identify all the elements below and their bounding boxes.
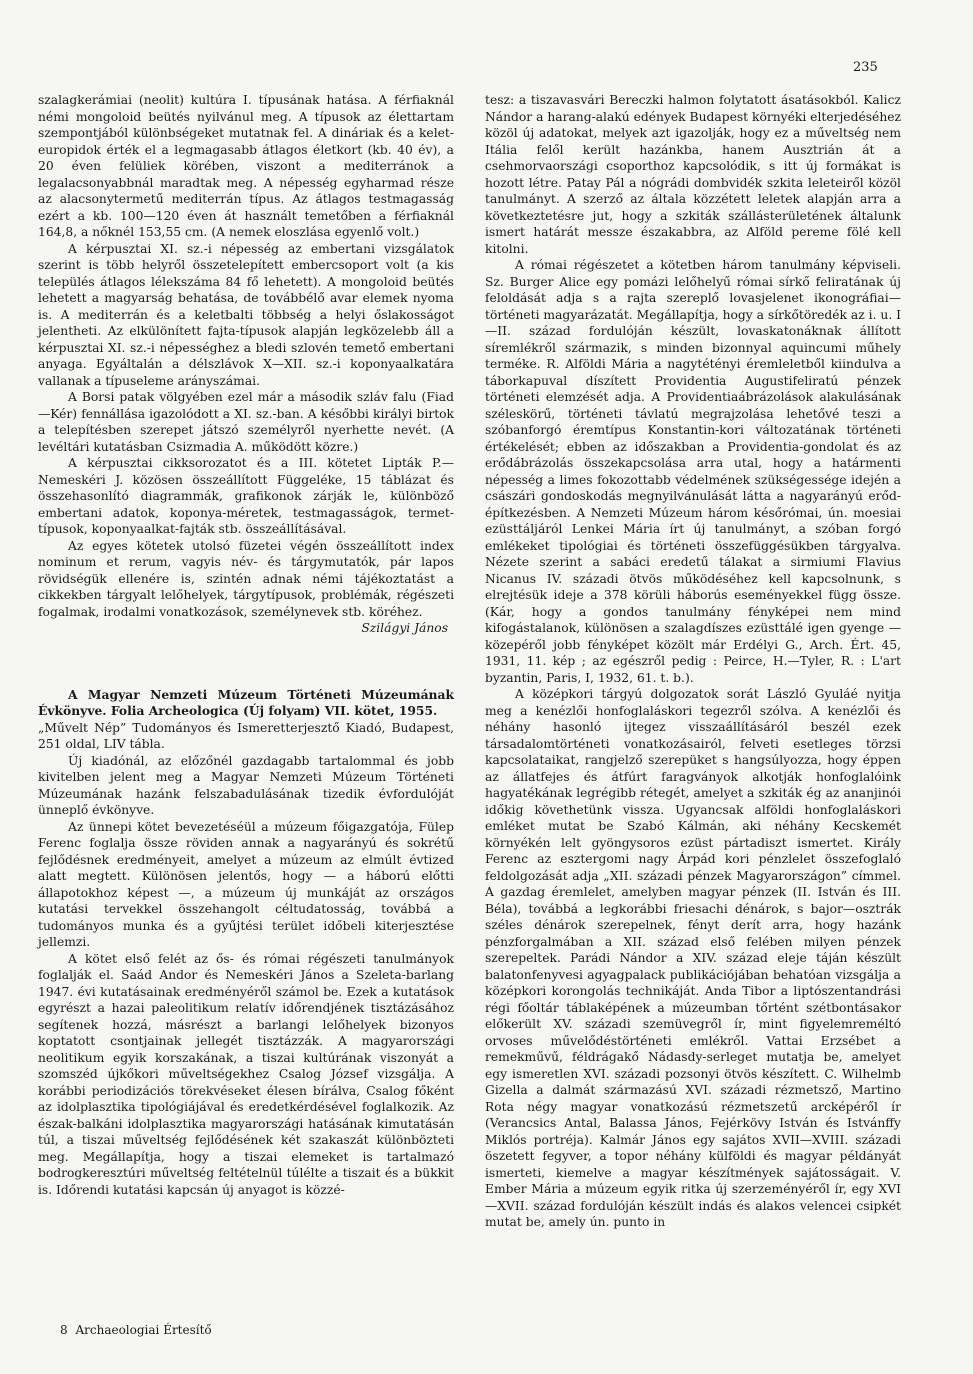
reviewer-signature: Szilágyi János (361, 621, 448, 635)
paragraph: A kötet első felét az ős- és római régészeti tanulmányok foglalják el. Saád Andor és Nemeskéri János a Szeleta-barlang 1947. évi kutatásainak eredményéről számol be. Ezek a kutatások egyrészt a hazai paleolitikum relatív időrendjének tisztázásához segítenek hozzá, másrészt a barlangi lelőhelyek bizonyos koptatott csontjainak jellegét tisztázzák. A magyarországi neolitikum egyik korszakának, a tiszai kultúrának viszonyát a szomszéd újkőkori műveltségekhez Csalog József vizsgálja. A korábbi periodizációs törekvéseket élesen bírálva, Csalog főként az idolplasztika tipológiájával és eredetkérdésével foglalkozik. Az észak-balkáni idolplasztika magyarországi hatásának kimutatásán túl, a tiszai műveltség fejlődésének két szakaszát különbözteti meg. Megállapítja, hogy a tiszai elemeket is tartalmazó bodrogkeresztúri műveltség feltételnül túlélte a tiszait és a bükkit is. Időrendi kutatási kapcsán új anyagot is közzé- (38, 951, 454, 1197)
sheet-number: 8 (60, 1323, 68, 1337)
journal-name: Archaeologiai Értesítő (75, 1323, 212, 1337)
paragraph: tesz: a tiszavasvári Bereczki halmon folytatott ásatásokból. Kalicz Nándor a harang-alakú edények Budapest környéki elterjedéséhez közöl új adatokat, melyek azt igazolják, hogy ez a műveltség nem Itália felől került hazánkba, hanem Ausztrián át a csehmorvaországi csoporthoz kapcsolódik, s itt új formákat is hozott létre. Patay Pál a nógrádi dombvidék szkita leleteiről közöl tanulmányt. A szerző az általa közzétett leletek alapján arra a következtetésre jut, hogy a szkiták szállásterületének általunk ismert határát messze északabbra, az Alföld pereme fölé kell kitolni. (485, 93, 901, 256)
review-heading: A Magyar Nemzeti Múzeum Történeti Múzeumának Évkönyve. Folia Archeologica (Új folyam) VII. kötet, 1955. (38, 686, 454, 718)
paragraph: A római régészetet a kötetben három tanulmány képviseli. Sz. Burger Alice egy pomázi lelőhelyű római sírkő feliratának új feloldását adja s a rajta szereplő lovasjelenet ikonográfiai—történeti magyarázatát. Megállapítja, hogy a sírkőtöredék az i. u. I—II. század fordulóján készült, lovaskatonáknak állított síremlékről származik, s minden bizonnyal aquincumi műhely terméke. R. Alföldi Mária a nagytétényi éremleletből kiindulva a táborkapuval díszített Providentia Augustifeliratú pénzek történeti elemzését adja. A Providentiaábrázolások alakulásának széleskörű, történeti távlatú megrajzolása lehetővé teszi a szóbanforgó éremtípus Konstantin-kori változatának történeti értékelését; ebben az időszakban a Providentia-gondolat és az erődábrázolás összekapcsolása arra utal, hogy a határmenti népesség a limes fokozottabb védelmének szükségessége idején a császári gondoskodás megnyilvánulását látta a nagyarányú erőd-építkezésben. A Nemzeti Múzeum három későrómai, ún. moesiai ezüsttáljáról Lenkei Mária írt új tanulmányt, a szóban forgó emlékeket tipológiai és történeti összefüggésükben tárgyalva. Nézete szerint a sabáci eredetű tálakat a sirmiumi Flavius Nicanus IV. századi ötvös működéséhez kell kapcsolnunk, s elrejtésük ideje a 378 körüli háborús eseményekkel függ össze. (Kár, hogy a gondos tanulmány fényképei nem mind kifogástalanok, különösen a szalagdíszes ezüsttálé igen gyenge — közepéről jobb fényképet közölt már Erdélyi G., Arch. Ért. 45, 1931, 11. kép ; az egészről pedig : Peirce, H.—Tyler, R. : L'art byzantin, Paris, I, 1932, 61. t. b.). (485, 258, 901, 685)
left-column (38, 92, 454, 1198)
paragraph: A Borsi patak völgyében ezel már a második szláv falu (Fiad—Kér) fennállása igazolódott a XI. sz.-ban. A későbbi királyi birtok a telepítésben szerepet játszó személyről nyerhette nevét. (A levéltári kutatásban Csizmadia A. működött közre.) (38, 390, 454, 454)
paragraph: Az egyes kötetek utolsó füzetei végén összeállított index nominum et rerum, vagyis név- és tárgymutatók, pár lapos rövidségük ellenére is, szintén adnak némi tájékoztatást a cikkekben tárgyalt lelőhelyek, tárgytípusok, problémák, régészeti fogalmak, irodalmi vonatkozások, személynevek stb. köréhez. (38, 538, 454, 619)
paragraph: szalagkerámiai (neolit) kultúra I. típusának hatása. A férfiaknál némi mongoloid beütés nyilvánul meg. A típusok az élettartam szempontjából különbségeket mutatnak fel. A dináriak és a kelet-europidok érték el a legmagasabb átlagos életkort (kb. 40 év), a 20 éven felüliek körében, viszont a mediterránok a legalacsonyabbnál maradtak meg. A népesség egyharmad része az alacsonytermetű mediterrán típus. Az átlagos testmagasság ezért a kb. 100—120 éven át használt temetőben a férfiaknál 164,8, a nőknél 153,55 cm. (A nemek eloszlása egyenlő volt.) (38, 93, 454, 239)
paragraph: A kérpusztai cikksorozatot és a III. kötetet Lipták P.—Nemeskéri J. közösen összeállított Függeléke, 15 táblázat és összehasonlító diagrammák, grafikonok zárják le, különböző embertani adatok, koponya-méretek, testmagasságok, termet-típusok, koponyaalkat-fajták stb. összeállításával. (38, 456, 454, 536)
page-footer (60, 1323, 216, 1337)
page-number: 235 (853, 60, 878, 75)
paragraph: Új kiadónál, az előzőnél gazdagabb tartalommal és jobb kivitelben jelent meg a Magyar Nemzeti Múzeum Történeti Múzeumának hazánk felszabadulásának tizedik évfordulóját ünneplő évkönyve. (38, 753, 454, 817)
paragraph: A középkori tárgyú dolgozatok sorát László Gyuláé nyitja meg a kenézlői honfoglaláskori tegezről szólva. A kenézlői és néhány hasonló ijtegez visszaállításáról beszél ezek társadalomtörténeti vonatkozásairól, felveti esetleges törzsi kapcsolataikat, rangjelző szerepüket s hangsúlyozza, hogy éppen az állatfejes és átfúrt faragványok alkotják honfoglalóink hagyatékának legrégibb rétegét, amelyet a szkiták ég az ananjinói időkig követhetünk vissza. Ugyancsak alföldi honfoglaláskori emléket mutat be Szabó Kálmán, aki néhány Kecskemét környékén lelt gyöngysoros ezüst pártadiszt ismertet. Király Ferenc az esztergomi nagy Árpád kori pénzlelet összefoglaló feldolgozását adja „XII. századi pénzek Magyarországon” címmel. A gazdag éremlelet, amelyben magyar pénzek (II. István és III. Béla), továbbá a legkorábbi friesachi dénárok, s bajor—osztrák széles dénárok szerepelnek, fényt derít arra, hogy hazánk pénzforgalmában a XII. század első felében milyen pénzek szerepeltek. Parádi Nándor a XIV. század eleje táján készült balatonfenyvesi agyagpalack publikációjában behatóan vizsgálja a középkori korongolás technikáját. Anda Tibor a liptószentandrási régi főoltár táblaképének a múzeumban tőrtént szétbontásakor előkerült XV. századi szemüvegről ír, mint figyelemreméltó orvoses művelődéstörténeti emlékről. Vattai Erzsébet a remekművű, féldrágakő Nádasdy-serleget mutatja be, amelyet egy ismeretlen XVI. századi pozsonyi ötvös készített. C. Wilhelmb Gizella a dalmát származású XVI. századi rézmetsző, Martino Rota négy magyar vonatkozású rézmetszetű arcképéről ír (Verancsics Antal, Balassa János, Fejérkövy István és Istvánffy Miklós portréja). Kalmár János egy sajátos XVII—XVIII. századi öszetett fegyver, a topor néhány külföldi és magyar példányát ismerteti, kiemelve a magyar készítmények sajátosságait. V. Ember Mária a múzeum egyik ritka új szerzeményéről ír, egy XVI—XVII. század fordulóján készült indás és alakos velencei csipkét mutat be, amely ún. punto in (485, 687, 901, 1229)
review-publication-details: „Művelt Nép” Tudományos és Ismeretterjesztő Kiadó, Budapest, 251 oldal, LIV tábla. (38, 720, 454, 751)
paragraph: Az ünnepi kötet bevezetéséül a múzeum főigazgatója, Fülep Ferenc foglalja össze röviden annak a nagyarányú és sokrétű fejlődésnek eredményeit, amelyet a múzeum az elmúlt évtized alatt megtett. Különösen jelentős, hogy — a háború előtti állapotokhoz képest —, a múzeum új munkáját az országos kutatási tervekkel összehangolt céltudatosság, továbbá a tudományos munka és a gyűjtési terület időbeli kiterjesztése jellemzi. (38, 819, 454, 949)
right-column (485, 92, 901, 1231)
paragraph: A kérpusztai XI. sz.-i népesség az embertani vizsgálatok szerint is több helyről összetelepített embercsoport volt (a kis település átlagos lélekszáma 84 fő lehetett). A mongoloid beütés lehetett a magyarság behatása, de továbbélő avar elemek nyoma is. A mediterrán és a keletbalti többség a helyi őslakosságot jelentheti. Az elkülönített fajta-típusok alapján legközelebb áll a kérpusztai XI. sz.-i népességhez a bledi szlovén temető embertani anyaga. Egyáltalán a délszlávok X—XII. sz.-i koponyaalkatára vallanak a típuseleme arányszámai. (38, 241, 454, 388)
